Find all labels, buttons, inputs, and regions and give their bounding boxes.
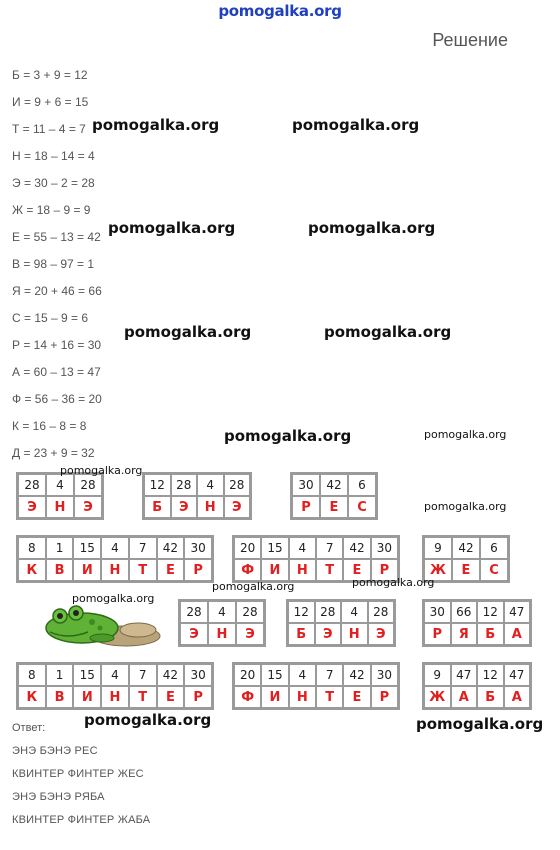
number-cell: 8	[18, 664, 46, 686]
number-cell: 4	[46, 474, 74, 496]
letter-cell: Н	[46, 496, 74, 518]
number-cell: 4	[289, 537, 316, 559]
equation-line: С = 15 – 9 = 6	[12, 311, 89, 325]
letter-cell: Э	[368, 623, 395, 645]
number-cell: 9	[424, 664, 451, 686]
watermark: pomogalka.org	[212, 580, 295, 593]
letter-cell: К	[18, 686, 46, 708]
watermark: pomogalka.org	[424, 428, 507, 441]
letter-cell: Р	[371, 686, 398, 708]
number-cell: 4	[208, 601, 236, 623]
number-cell: 7	[129, 537, 157, 559]
word-box	[16, 535, 214, 583]
letter-cell: Ф	[234, 559, 261, 581]
equation-line: Н = 18 – 14 = 4	[12, 149, 95, 163]
number-cell: 4	[289, 664, 316, 686]
number-cell: 30	[292, 474, 320, 496]
letter-cell: Н	[197, 496, 224, 518]
letter-cell: А	[451, 686, 478, 708]
number-cell: 30	[184, 537, 212, 559]
number-cell: 15	[261, 664, 288, 686]
number-cell: 7	[316, 664, 343, 686]
watermark: pomogalka.org	[60, 464, 143, 477]
letter-cell: Э	[180, 623, 208, 645]
frog-illustration	[38, 602, 164, 648]
number-cell: 4	[341, 601, 368, 623]
watermark: pomogalka.org	[124, 323, 252, 341]
letter-cell: Е	[343, 686, 370, 708]
number-cell: 47	[504, 664, 531, 686]
letter-cell: Ж	[424, 686, 451, 708]
word-box	[290, 472, 378, 520]
answer-line: ЭНЭ БЭНЭ РЕС	[12, 745, 98, 757]
letter-cell: Р	[184, 686, 212, 708]
word-box	[422, 662, 532, 710]
letter-cell: Б	[477, 686, 504, 708]
word-box	[16, 662, 214, 710]
letter-cell: Н	[101, 559, 129, 581]
watermark: pomogalka.org	[308, 219, 436, 237]
number-cell: 28	[315, 601, 342, 623]
number-cell: 30	[371, 664, 398, 686]
letter-cell: Э	[171, 496, 198, 518]
word-box	[286, 599, 396, 647]
word-box	[422, 599, 532, 647]
equation-line: Д = 23 + 9 = 32	[12, 446, 95, 460]
number-cell: 42	[157, 664, 185, 686]
letter-cell: Т	[129, 686, 157, 708]
watermark: pomogalka.org	[324, 323, 452, 341]
number-cell: 12	[288, 601, 315, 623]
word-box	[232, 662, 400, 710]
number-cell: 66	[451, 601, 478, 623]
letter-cell: Т	[316, 686, 343, 708]
equation-line: Е = 55 – 13 = 42	[12, 230, 101, 244]
equation-line: А = 60 – 13 = 47	[12, 365, 101, 379]
number-cell: 42	[320, 474, 348, 496]
equation-line: В = 98 – 97 = 1	[12, 257, 95, 271]
letter-cell: Б	[144, 496, 171, 518]
number-cell: 28	[74, 474, 102, 496]
letter-cell: Ф	[234, 686, 261, 708]
number-cell: 12	[477, 664, 504, 686]
letter-cell: Б	[477, 623, 504, 645]
letter-cell: С	[480, 559, 508, 581]
number-cell: 4	[101, 664, 129, 686]
number-cell: 12	[477, 601, 504, 623]
number-cell: 20	[234, 664, 261, 686]
number-cell: 6	[348, 474, 376, 496]
number-cell: 15	[261, 537, 288, 559]
number-cell: 12	[144, 474, 171, 496]
number-cell: 42	[157, 537, 185, 559]
number-cell: 42	[452, 537, 480, 559]
word-box	[142, 472, 252, 520]
watermark: pomogalka.org	[352, 576, 435, 589]
watermark: pomogalka.org	[108, 219, 236, 237]
letter-cell: Е	[452, 559, 480, 581]
letter-cell: А	[504, 686, 531, 708]
number-cell: 47	[504, 601, 531, 623]
number-cell: 20	[234, 537, 261, 559]
letter-cell: Э	[74, 496, 102, 518]
letter-cell: Н	[341, 623, 368, 645]
number-cell: 28	[368, 601, 395, 623]
watermark: pomogalka.org	[416, 715, 544, 733]
equation-line: Б = 3 + 9 = 12	[12, 68, 88, 82]
answer-label: Ответ:	[12, 722, 46, 734]
word-box	[16, 472, 104, 520]
letter-cell: А	[504, 623, 531, 645]
equation-line: Р = 14 + 16 = 30	[12, 338, 102, 352]
number-cell: 30	[371, 537, 398, 559]
word-box	[178, 599, 266, 647]
number-cell: 1	[46, 664, 74, 686]
letter-cell: Э	[236, 623, 264, 645]
number-cell: 30	[424, 601, 451, 623]
watermark: pomogalka.org	[224, 427, 352, 445]
letter-cell: Т	[129, 559, 157, 581]
answer-line: КВИНТЕР ФИНТЕР ЖАБА	[12, 814, 151, 826]
equation-line: И = 9 + 6 = 15	[12, 95, 89, 109]
equation-line: К = 16 – 8 = 8	[12, 419, 87, 433]
number-cell: 15	[73, 537, 101, 559]
site-header-link[interactable]: pomogalka.org	[218, 2, 342, 20]
number-cell: 28	[180, 601, 208, 623]
letter-cell: Э	[315, 623, 342, 645]
number-cell: 1	[46, 537, 74, 559]
number-cell: 4	[197, 474, 224, 496]
solution-heading: Решение	[432, 30, 508, 50]
number-cell: 47	[451, 664, 478, 686]
letter-cell: В	[46, 686, 74, 708]
number-cell: 15	[73, 664, 101, 686]
watermark: pomogalka.org	[84, 711, 212, 729]
number-cell: 28	[18, 474, 46, 496]
letter-cell: Е	[320, 496, 348, 518]
number-cell: 9	[424, 537, 452, 559]
watermark: pomogalka.org	[292, 116, 420, 134]
letter-cell: Р	[371, 559, 398, 581]
equation-line: Э = 30 – 2 = 28	[12, 176, 95, 190]
letter-cell: Е	[343, 559, 370, 581]
equation-line: Я = 20 + 46 = 66	[12, 284, 102, 298]
letter-cell: С	[348, 496, 376, 518]
letter-cell: И	[261, 686, 288, 708]
equation-line: Ж = 18 – 9 = 9	[12, 203, 91, 217]
letter-cell: Е	[157, 559, 185, 581]
letter-cell: Б	[288, 623, 315, 645]
equation-list	[12, 64, 102, 469]
number-cell: 42	[343, 664, 370, 686]
watermark: pomogalka.org	[92, 116, 220, 134]
letter-cell: Р	[184, 559, 212, 581]
letter-cell: Н	[289, 686, 316, 708]
number-cell: 4	[101, 537, 129, 559]
number-cell: 28	[224, 474, 251, 496]
letter-cell: Р	[424, 623, 451, 645]
answer-line: ЭНЭ БЭНЭ РЯБА	[12, 791, 105, 803]
letter-cell: В	[46, 559, 74, 581]
letter-cell: Е	[157, 686, 185, 708]
number-cell: 28	[236, 601, 264, 623]
word-box	[422, 535, 510, 583]
number-cell: 7	[129, 664, 157, 686]
letter-cell: И	[73, 686, 101, 708]
number-cell: 7	[316, 537, 343, 559]
number-cell: 42	[343, 537, 370, 559]
number-cell: 30	[184, 664, 212, 686]
letter-cell: И	[261, 559, 288, 581]
letter-cell: К	[18, 559, 46, 581]
letter-cell: Я	[451, 623, 478, 645]
letter-cell: Н	[289, 559, 316, 581]
letter-cell: И	[73, 559, 101, 581]
letter-cell: Н	[208, 623, 236, 645]
letter-cell: Ж	[424, 559, 452, 581]
letter-cell: Э	[18, 496, 46, 518]
watermark: pomogalka.org	[424, 500, 507, 513]
letter-cell: Т	[316, 559, 343, 581]
letter-cell: Н	[101, 686, 129, 708]
number-cell: 28	[171, 474, 198, 496]
equation-line: Ф = 56 – 36 = 20	[12, 392, 102, 406]
equation-line: Т = 11 – 4 = 7	[12, 122, 86, 136]
letter-cell: Э	[224, 496, 251, 518]
number-cell: 8	[18, 537, 46, 559]
letter-cell: Р	[292, 496, 320, 518]
watermark: pomogalka.org	[72, 592, 155, 605]
answer-line: КВИНТЕР ФИНТЕР ЖЕС	[12, 768, 144, 780]
number-cell: 6	[480, 537, 508, 559]
